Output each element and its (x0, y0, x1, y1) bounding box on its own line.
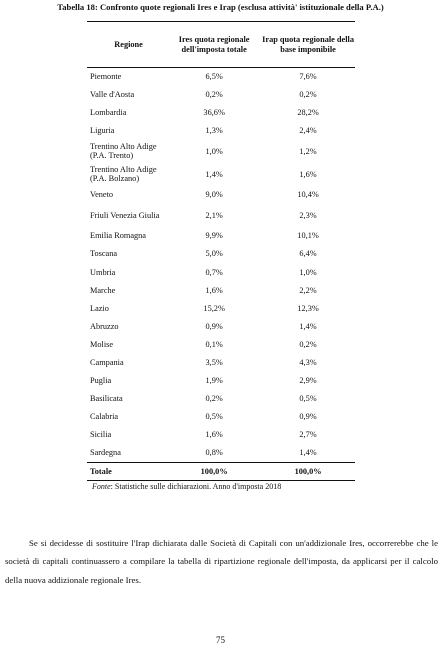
cell-irap: 2,9% (299, 376, 317, 386)
cell-ires: 0,1% (205, 339, 223, 349)
cell-ires: 0,8% (205, 448, 223, 458)
cell-irap: 28,2% (297, 108, 319, 118)
cell-irap: 2,3% (299, 210, 317, 220)
cell-region: Totale (87, 462, 167, 480)
cell-ires: 9,0% (205, 190, 223, 200)
cell-region: Marche (90, 285, 116, 295)
cell-region: Campania (90, 358, 124, 368)
table-row (87, 372, 355, 390)
cell-region: Veneto (90, 190, 114, 200)
cell-ires: 1,6% (205, 430, 223, 440)
cell-region: Lazio (90, 303, 109, 313)
page-number: 75 (216, 635, 225, 645)
table-total-row (87, 462, 355, 480)
table-row (87, 336, 355, 354)
cell-ires: 0,2% (205, 394, 223, 404)
source-text: : Statistiche sulle dichiarazioni. Anno d'imposta 2018 (110, 482, 282, 491)
cell-ires: 0,5% (205, 412, 223, 422)
table-row (87, 122, 355, 140)
table-row (87, 204, 355, 227)
cell-region: Valle d'Aosta (90, 90, 135, 99)
cell-ires: 2,1% (205, 210, 223, 220)
cell-irap: 6,4% (299, 249, 317, 259)
cell-region: Emilia Romagna (90, 231, 146, 241)
table-row (87, 140, 355, 163)
cell-irap: 0,9% (299, 412, 317, 422)
table-header-row (87, 22, 355, 68)
cell-region: Abruzzo (90, 321, 119, 331)
cell-ires: 0,2% (205, 90, 223, 99)
table-row (87, 317, 355, 335)
cell-ires: 5,0% (205, 249, 223, 259)
table-row (87, 245, 355, 263)
table-row (87, 390, 355, 408)
cell-irap: 2,4% (299, 126, 317, 136)
cell-irap: 1,6% (299, 169, 317, 179)
source-label: Fonte (92, 482, 111, 491)
table-row (87, 186, 355, 204)
cell-ires: 3,5% (205, 358, 223, 368)
cell-ires: 9,9% (205, 231, 223, 241)
cell-irap: 10,1% (297, 231, 319, 241)
table-row (87, 408, 355, 426)
cell-irap: 2,7% (299, 430, 317, 440)
cell-region: Puglia (90, 376, 112, 386)
cell-irap: 12,3% (297, 303, 319, 313)
cell-region: Trentino Alto Adige (P.A. Trento) (90, 142, 157, 161)
cell-ires: 100,0% (167, 462, 261, 480)
cell-ires: 1,6% (205, 285, 223, 295)
cell-region: Calabria (90, 412, 119, 422)
cell-region: Sardegna (90, 448, 121, 458)
cell-region: Umbria (90, 267, 116, 277)
table-row (87, 354, 355, 372)
cell-ires: 36,6% (203, 108, 225, 118)
cell-irap: 2,2% (299, 285, 317, 295)
table-row (87, 426, 355, 444)
cell-irap: 0,2% (299, 90, 317, 99)
table-caption: Tabella 18: Confronto quote regionali Ires e Irap (esclusa attività' istituzionale della P.A.) (57, 2, 384, 12)
table-row (87, 263, 355, 281)
regional-shares-table-container (87, 21, 355, 481)
cell-region: Sicilia (90, 430, 112, 440)
cell-ires: 0,7% (205, 267, 223, 277)
table-source (92, 482, 281, 491)
regional-shares-table (87, 21, 355, 481)
cell-region: Trentino Alto Adige (P.A. Bolzano) (90, 165, 157, 184)
cell-region: Liguria (90, 126, 115, 136)
table-row (87, 104, 355, 122)
table-row (87, 444, 355, 462)
cell-irap: 0,2% (299, 339, 317, 349)
header-irap: Irap quota regionale della base imponibile (261, 22, 355, 68)
cell-ires: 1,4% (205, 169, 223, 179)
table-row (87, 227, 355, 245)
table-row (87, 281, 355, 299)
cell-ires: 1,9% (205, 376, 223, 386)
cell-ires: 6,5% (205, 72, 223, 82)
body-paragraph: Se si decidesse di sostituire l'Irap dichiarata dalle Società di Capitali con un'addizionale Ires, occorrerebbe che le società di capitali continuassero a compilare la tabella di ripartizione regionale dell'imposta, da applicarsi per il calcolo della nuova addizionale regionale Ires. (5, 537, 438, 585)
header-region: Regione (87, 22, 167, 68)
table-body (87, 68, 355, 481)
table-row (87, 86, 355, 104)
cell-region: Toscana (90, 249, 118, 259)
header-ires: Ires quota regionale dell'imposta totale (167, 22, 261, 68)
cell-region: Piemonte (90, 72, 122, 82)
cell-irap: 1,0% (299, 267, 317, 277)
cell-irap: 1,2% (299, 146, 317, 156)
cell-irap: 1,4% (299, 321, 317, 331)
cell-ires: 1,0% (205, 146, 223, 156)
cell-ires: 15,2% (203, 303, 225, 313)
cell-region: Friuli Venezia Giulia (90, 210, 160, 220)
table-row (87, 299, 355, 317)
cell-irap: 1,4% (299, 448, 317, 458)
cell-ires: 0,9% (205, 321, 223, 331)
cell-irap: 10,4% (297, 190, 319, 200)
table-row (87, 163, 355, 186)
cell-irap: 100,0% (261, 462, 355, 480)
table-row (87, 68, 355, 86)
cell-region: Molise (90, 339, 114, 349)
cell-region: Basilicata (90, 394, 123, 404)
cell-ires: 1,3% (205, 126, 223, 136)
cell-irap: 4,3% (299, 358, 317, 368)
cell-irap: 7,6% (299, 72, 317, 82)
cell-region: Lombardia (90, 108, 127, 118)
cell-irap: 0,5% (299, 394, 317, 404)
